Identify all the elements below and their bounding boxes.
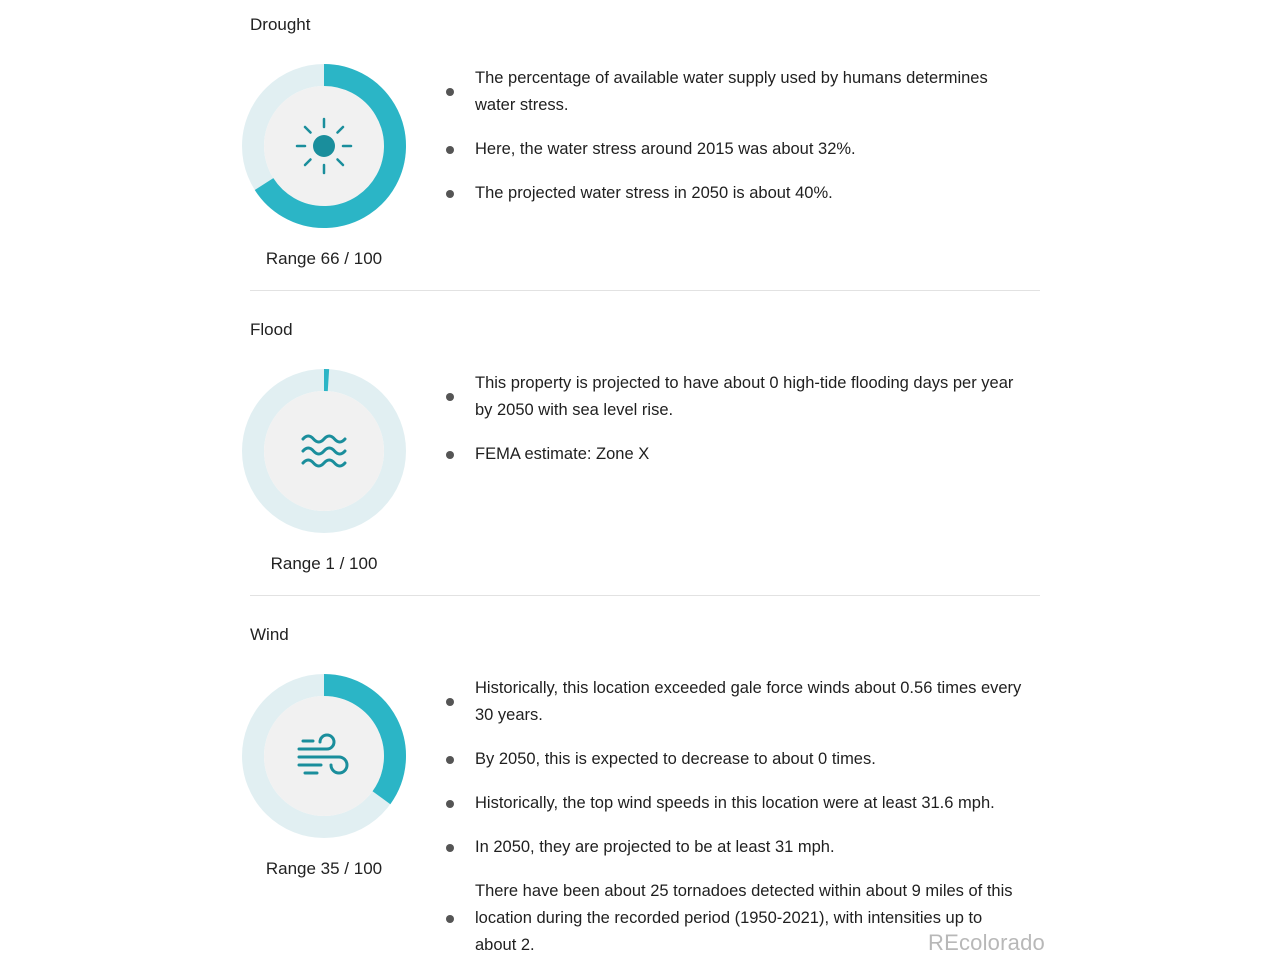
- bullet-dot: [446, 698, 454, 706]
- section-divider: [250, 595, 1040, 596]
- bullet-dot: [446, 393, 454, 401]
- list-item: [446, 136, 1026, 163]
- bullet-text: The percentage of available water supply used by humans determines water stress.: [475, 69, 988, 114]
- bullet-text: Here, the water stress around 2015 was about 32%.: [475, 140, 856, 158]
- list-item: [446, 65, 1026, 119]
- bullet-dot: [446, 190, 454, 198]
- list-item: [446, 675, 1026, 729]
- bullet-text: Historically, the top wind speeds in this location were at least 31.6 mph.: [475, 794, 995, 812]
- bullet-text: The projected water stress in 2050 is about 40%.: [475, 184, 833, 202]
- drought-bullet-list: [446, 65, 1026, 224]
- bullet-dot: [446, 844, 454, 852]
- flood-gauge: [241, 368, 407, 534]
- list-item: [446, 746, 1026, 773]
- bullet-text: In 2050, they are projected to be at least 31 mph.: [475, 838, 835, 856]
- list-item: [446, 180, 1026, 207]
- watermark: REcolorado: [928, 930, 1045, 955]
- range-label: Range 66 / 100: [265, 249, 383, 268]
- list-item: [446, 834, 1026, 861]
- drought-gauge: [241, 63, 407, 229]
- section-title: Flood: [250, 320, 293, 339]
- bullet-dot: [446, 451, 454, 459]
- section-divider: [250, 290, 1040, 291]
- list-item: [446, 370, 1026, 424]
- drought-section: [250, 15, 1040, 285]
- list-item: [446, 790, 1026, 817]
- wind-bullet-list: [446, 675, 1026, 960]
- wind-section: [250, 625, 1040, 960]
- bullet-text: There have been about 25 tornadoes detected within about 9 miles of this location during the recorded period (1950-2021), with intensities up to about 2.: [475, 882, 1013, 954]
- bullet-dot: [446, 146, 454, 154]
- range-label: Range 35 / 100: [265, 859, 383, 878]
- wind-gauge: [241, 673, 407, 839]
- sun-icon: [297, 119, 351, 173]
- bullet-text: FEMA estimate: Zone X: [475, 445, 650, 463]
- list-item: [446, 441, 1026, 468]
- flood-section: [250, 320, 1040, 590]
- bullet-text: Historically, this location exceeded gale force winds about 0.56 times every 30 years.: [475, 679, 1022, 724]
- bullet-dot: [446, 88, 454, 96]
- range-label: Range 1 / 100: [270, 554, 378, 573]
- section-title: Drought: [250, 15, 311, 34]
- bullet-dot: [446, 756, 454, 764]
- section-title: Wind: [250, 625, 289, 644]
- bullet-dot: [446, 800, 454, 808]
- bullet-dot: [446, 915, 454, 923]
- bullet-text: By 2050, this is expected to decrease to about 0 times.: [475, 750, 876, 768]
- bullet-text: This property is projected to have about 0 high-tide flooding days per year by 2050 with sea level rise.: [475, 374, 1014, 419]
- flood-bullet-list: [446, 370, 1026, 485]
